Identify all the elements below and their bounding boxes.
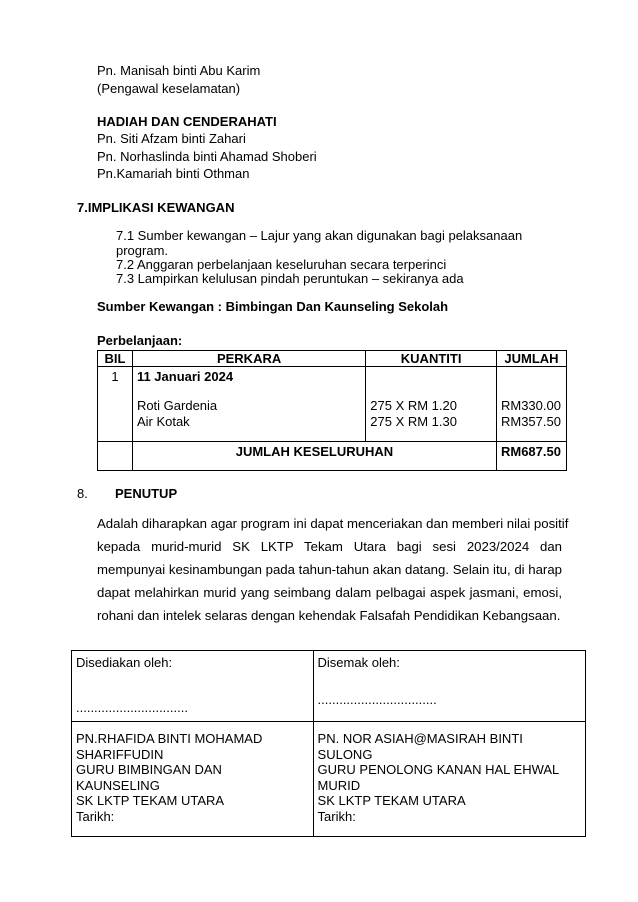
hadiah-member: Pn. Siti Afzam binti Zahari <box>97 131 246 146</box>
row-jumlah <box>496 367 566 442</box>
item-amount: RM357.50 <box>500 414 561 429</box>
implikasi-heading: 7.IMPLIKASI KEWANGAN <box>77 200 235 215</box>
total-empty-cell <box>98 442 133 471</box>
col-bil: BIL <box>98 351 133 367</box>
penutup-line: Adalah diharapkan agar program ini dapat menceriakan dan memberi nilai positif <box>97 516 569 531</box>
implikasi-item: 7.1 Sumber kewangan – Lajur yang akan digunakan bagi pelaksanaan <box>116 228 523 243</box>
checker-date-label: Tarikh: <box>317 808 356 824</box>
checked-by-cell <box>313 651 585 722</box>
checked-by-label: Disemak oleh: <box>317 655 400 670</box>
perbelanjaan-label: Perbelanjaan: <box>97 333 183 348</box>
row-date: 11 Januari 2024 <box>136 369 234 384</box>
item-name: Air Kotak <box>136 414 190 429</box>
item-amount: RM330.00 <box>500 398 561 413</box>
col-jumlah: JUMLAH <box>496 351 566 367</box>
implikasi-item: program. <box>116 243 169 258</box>
row-perkara <box>132 367 365 442</box>
penutup-heading: PENUTUP <box>115 486 178 501</box>
checker-line: GURU PENOLONG KANAN HAL EHWAL <box>317 762 560 777</box>
implikasi-item: 7.3 Lampirkan kelulusan pindah peruntukan – sekiranya ada <box>116 271 464 286</box>
implikasi-item: 7.2 Anggaran perbelanjaan keseluruhan secara terperinci <box>116 257 447 272</box>
total-row <box>98 442 567 471</box>
item-qty: 275 X RM 1.30 <box>370 414 457 429</box>
hadiah-heading: HADIAH DAN CENDERAHATI <box>97 114 277 129</box>
pengawal-role: (Pengawal keselamatan) <box>97 81 241 96</box>
preparer-line: SHARIFFUDIN <box>76 746 164 762</box>
row-bil: 1 <box>98 367 133 442</box>
checked-by-details <box>313 722 585 837</box>
expense-table-header <box>98 351 567 367</box>
total-value: RM687.50 <box>496 442 566 471</box>
preparer-line: SK LKTP TEKAM UTARA <box>76 793 225 808</box>
prepared-by-cell <box>72 651 314 722</box>
penutup-line: rohani dan intelek selaras dengan kehendak Falsafah Pendidikan Kebangsaan. <box>97 608 561 623</box>
hadiah-member: Pn. Norhaslinda binti Ahamad Shoberi <box>97 149 317 164</box>
expense-table <box>97 350 567 471</box>
pengawal-name: Pn. Manisah binti Abu Karim <box>97 63 261 78</box>
penutup-line: mempunyai kesinambungan pada tahun-tahun akan datang. Selain itu, di harap <box>97 562 562 577</box>
prepared-by-label: Disediakan oleh: <box>76 655 173 670</box>
col-perkara: PERKARA <box>132 351 365 367</box>
checker-line: SK LKTP TEKAM UTARA <box>317 793 466 808</box>
sumber-kewangan: Sumber Kewangan : Bimbingan Dan Kaunseling Sekolah <box>97 299 449 314</box>
table-row <box>98 367 567 442</box>
item-name: Roti Gardenia <box>136 398 218 413</box>
checked-by-dots: ................................. <box>317 691 437 707</box>
prepared-by-details <box>72 722 314 837</box>
preparer-date-label: Tarikh: <box>76 808 115 824</box>
prepared-by-dots: ............................... <box>76 699 188 715</box>
signature-table <box>71 650 586 837</box>
signature-row-bottom <box>72 722 586 837</box>
penutup-line: dapat melahirkan murid yang seimbang dalam pelbagai aspek jasmani, emosi, <box>97 585 562 600</box>
penutup-line: kepada murid-murid SK LKTP Tekam Utara bagi sesi 2023/2024 dan <box>97 539 562 554</box>
preparer-line: PN.RHAFIDA BINTI MOHAMAD <box>76 731 263 746</box>
total-label: JUMLAH KESELURUHAN <box>132 442 496 471</box>
col-kuantiti: KUANTITI <box>366 351 497 367</box>
row-kuantiti <box>366 367 497 442</box>
hadiah-member: Pn.Kamariah binti Othman <box>97 166 250 181</box>
checker-line: PN. NOR ASIAH@MASIRAH BINTI SULONG <box>317 731 523 762</box>
item-qty: 275 X RM 1.20 <box>370 398 457 413</box>
signature-row-top <box>72 651 586 722</box>
penutup-number: 8. <box>77 486 88 501</box>
checker-line: MURID <box>317 777 361 793</box>
preparer-line: GURU BIMBINGAN DAN KAUNSELING <box>76 762 222 793</box>
